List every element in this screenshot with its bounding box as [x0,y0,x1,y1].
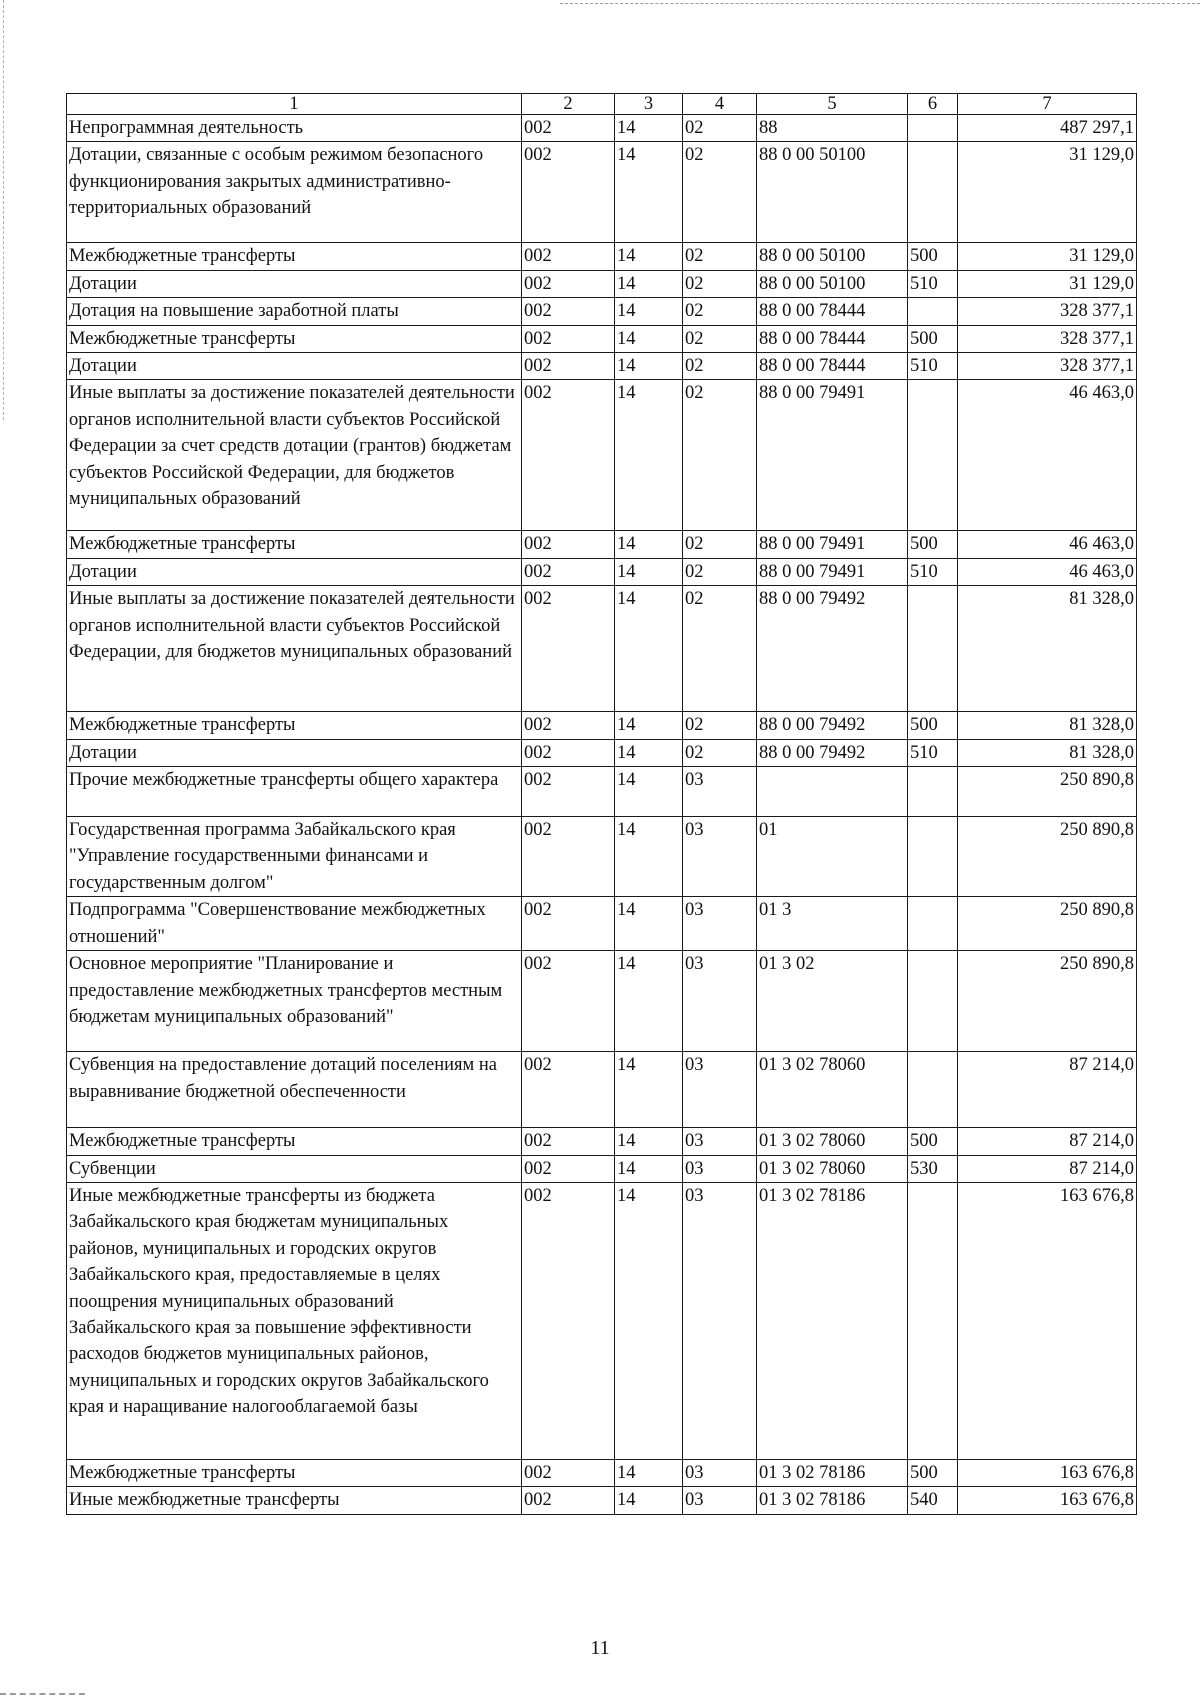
table-row [67,115,1137,142]
row-amount-cell: 250 890,8 [958,817,1137,897]
row-target-article-cell: 01 3 02 78060 [757,1128,908,1155]
row-subsection-cell: 03 [683,1459,757,1486]
row-expense-type-cell: 500 [908,531,958,558]
row-admin-code-cell: 002 [522,142,615,243]
row-subsection-cell: 02 [683,325,757,352]
row-amount-cell: 31 129,0 [958,270,1137,297]
row-expense-type-cell: 500 [908,1128,958,1155]
row-target-article-cell: 01 3 [757,897,908,951]
row-target-article-cell: 88 0 00 79491 [757,531,908,558]
row-section-cell: 14 [615,817,683,897]
row-name-cell: Межбюджетные трансферты [67,531,522,558]
row-target-article-cell: 01 3 02 78186 [757,1459,908,1486]
row-admin-code-cell: 002 [522,712,615,739]
table-row [67,1459,1137,1486]
row-admin-code-cell: 002 [522,767,615,817]
header-cell-1: 1 [67,94,522,115]
page-number: 11 [590,1637,610,1659]
row-section-cell: 14 [615,243,683,270]
row-subsection-cell: 03 [683,1182,757,1459]
row-target-article-cell [757,767,908,817]
row-expense-type-cell: 530 [908,1155,958,1182]
table-row [67,586,1137,712]
row-subsection-cell: 03 [683,951,757,1052]
table-row [67,767,1137,817]
header-cell-4: 4 [683,94,757,115]
row-amount-cell: 328 377,1 [958,353,1137,380]
row-admin-code-cell: 002 [522,951,615,1052]
row-expense-type-cell [908,817,958,897]
row-section-cell: 14 [615,586,683,712]
table-row [67,817,1137,897]
table-row [67,243,1137,270]
row-section-cell: 14 [615,531,683,558]
row-target-article-cell: 88 0 00 78444 [757,325,908,352]
row-amount-cell: 87 214,0 [958,1052,1137,1128]
row-expense-type-cell [908,1182,958,1459]
row-amount-cell: 87 214,0 [958,1128,1137,1155]
table-row [67,1487,1137,1514]
row-admin-code-cell: 002 [522,897,615,951]
row-admin-code-cell: 002 [522,270,615,297]
row-target-article-cell: 88 0 00 78444 [757,298,908,325]
table-row [67,353,1137,380]
row-admin-code-cell: 002 [522,380,615,531]
row-target-article-cell: 88 0 00 79492 [757,586,908,712]
row-target-article-cell: 88 0 00 78444 [757,353,908,380]
row-amount-cell: 250 890,8 [958,767,1137,817]
row-amount-cell: 87 214,0 [958,1155,1137,1182]
row-section-cell: 14 [615,1182,683,1459]
row-expense-type-cell [908,298,958,325]
row-expense-type-cell [908,951,958,1052]
row-section-cell: 14 [615,739,683,766]
table-row [67,712,1137,739]
table-body [67,115,1137,1515]
row-subsection-cell: 02 [683,380,757,531]
row-section-cell: 14 [615,1052,683,1128]
row-target-article-cell: 01 3 02 78186 [757,1487,908,1514]
row-section-cell: 14 [615,1459,683,1486]
row-expense-type-cell: 500 [908,712,958,739]
scan-edge-top [560,3,1200,4]
row-amount-cell: 250 890,8 [958,897,1137,951]
row-target-article-cell: 01 3 02 78060 [757,1155,908,1182]
row-subsection-cell: 02 [683,739,757,766]
row-expense-type-cell [908,767,958,817]
row-admin-code-cell: 002 [522,817,615,897]
row-target-article-cell: 88 0 00 50100 [757,142,908,243]
row-amount-cell: 46 463,0 [958,531,1137,558]
row-subsection-cell: 03 [683,767,757,817]
table-row [67,739,1137,766]
row-name-cell: Иные межбюджетные трансферты из бюджета Забайкальского края бюджетам муниципальных районов, муниципальных и городских округов Забайкальского края, предоставляемые в целях поощрения муниципальных образований Забайкальского края за повышение эффективности расходов бюджетов муниципальных районов, муниципальных и городских округов Забайкальского края и наращивание налогооблагаемой базы [67,1182,522,1459]
row-section-cell: 14 [615,270,683,297]
row-name-cell: Прочие межбюджетные трансферты общего характера [67,767,522,817]
table-row [67,558,1137,585]
row-expense-type-cell [908,115,958,142]
row-amount-cell: 250 890,8 [958,951,1137,1052]
row-subsection-cell: 02 [683,115,757,142]
row-name-cell: Основное мероприятие "Планирование и предоставление межбюджетных трансфертов местным бюджетам муниципальных образований" [67,951,522,1052]
row-name-cell: Дотации [67,270,522,297]
row-subsection-cell: 02 [683,558,757,585]
row-section-cell: 14 [615,1487,683,1514]
row-admin-code-cell: 002 [522,353,615,380]
row-expense-type-cell: 510 [908,739,958,766]
row-admin-code-cell: 002 [522,1155,615,1182]
row-subsection-cell: 03 [683,1052,757,1128]
row-name-cell: Межбюджетные трансферты [67,1128,522,1155]
row-section-cell: 14 [615,897,683,951]
table-row [67,270,1137,297]
table-header-row [67,94,1137,115]
row-name-cell: Иные выплаты за достижение показателей деятельности органов исполнительной власти субъектов Российской Федерации, для бюджетов муниципальных образований [67,586,522,712]
row-section-cell: 14 [615,951,683,1052]
row-amount-cell: 81 328,0 [958,739,1137,766]
row-amount-cell: 81 328,0 [958,712,1137,739]
row-admin-code-cell: 002 [522,1128,615,1155]
row-expense-type-cell: 510 [908,353,958,380]
row-subsection-cell: 02 [683,298,757,325]
row-amount-cell: 46 463,0 [958,558,1137,585]
row-subsection-cell: 02 [683,586,757,712]
row-section-cell: 14 [615,767,683,817]
row-amount-cell: 81 328,0 [958,586,1137,712]
row-amount-cell: 163 676,8 [958,1459,1137,1486]
row-expense-type-cell: 500 [908,325,958,352]
table-row [67,1128,1137,1155]
row-name-cell: Межбюджетные трансферты [67,325,522,352]
row-name-cell: Дотации, связанные с особым режимом безопасного функционирования закрытых административно-территориальных образований [67,142,522,243]
table-row [67,531,1137,558]
row-name-cell: Государственная программа Забайкальского края "Управление государственными финансами и государственным долгом" [67,817,522,897]
row-name-cell: Дотации [67,558,522,585]
row-section-cell: 14 [615,558,683,585]
header-cell-3: 3 [615,94,683,115]
row-section-cell: 14 [615,380,683,531]
row-name-cell: Подпрограмма "Совершенствование межбюджетных отношений" [67,897,522,951]
row-target-article-cell: 01 3 02 78186 [757,1182,908,1459]
row-subsection-cell: 02 [683,270,757,297]
row-name-cell: Иные выплаты за достижение показателей деятельности органов исполнительной власти субъектов Российской Федерации за счет средств дотации (грантов) бюджетам субъектов Российской Федерации, для бюджетов муниципальных образований [67,380,522,531]
row-section-cell: 14 [615,325,683,352]
row-admin-code-cell: 002 [522,325,615,352]
row-admin-code-cell: 002 [522,1459,615,1486]
row-amount-cell: 163 676,8 [958,1487,1137,1514]
row-subsection-cell: 02 [683,531,757,558]
row-name-cell: Дотация на повышение заработной платы [67,298,522,325]
scan-edge-left [3,0,4,420]
row-name-cell: Межбюджетные трансферты [67,712,522,739]
budget-table [66,93,1137,1515]
row-admin-code-cell: 002 [522,115,615,142]
row-subsection-cell: 03 [683,817,757,897]
row-target-article-cell: 01 [757,817,908,897]
row-admin-code-cell: 002 [522,739,615,766]
row-amount-cell: 328 377,1 [958,298,1137,325]
row-expense-type-cell: 540 [908,1487,958,1514]
scan-edge-bottom [0,1693,85,1695]
row-subsection-cell: 02 [683,712,757,739]
row-subsection-cell: 03 [683,897,757,951]
header-cell-6: 6 [908,94,958,115]
row-amount-cell: 487 297,1 [958,115,1137,142]
row-expense-type-cell: 510 [908,558,958,585]
row-target-article-cell: 88 0 00 50100 [757,243,908,270]
row-admin-code-cell: 002 [522,586,615,712]
table-row [67,1182,1137,1459]
row-admin-code-cell: 002 [522,1052,615,1128]
table-row [67,380,1137,531]
row-target-article-cell: 88 0 00 79492 [757,739,908,766]
table-row [67,142,1137,243]
row-subsection-cell: 02 [683,243,757,270]
row-section-cell: 14 [615,115,683,142]
row-section-cell: 14 [615,1155,683,1182]
row-amount-cell: 163 676,8 [958,1182,1137,1459]
row-section-cell: 14 [615,712,683,739]
row-subsection-cell: 03 [683,1128,757,1155]
row-target-article-cell: 88 [757,115,908,142]
row-admin-code-cell: 002 [522,558,615,585]
row-target-article-cell: 88 0 00 79491 [757,558,908,585]
row-admin-code-cell: 002 [522,1182,615,1459]
row-expense-type-cell [908,897,958,951]
row-admin-code-cell: 002 [522,531,615,558]
table-row [67,1155,1137,1182]
row-name-cell: Субвенции [67,1155,522,1182]
row-section-cell: 14 [615,1128,683,1155]
table-row [67,897,1137,951]
row-name-cell: Непрограммная деятельность [67,115,522,142]
row-expense-type-cell [908,142,958,243]
row-expense-type-cell [908,586,958,712]
row-expense-type-cell: 510 [908,270,958,297]
row-target-article-cell: 01 3 02 78060 [757,1052,908,1128]
row-expense-type-cell: 500 [908,243,958,270]
row-admin-code-cell: 002 [522,298,615,325]
row-subsection-cell: 03 [683,1155,757,1182]
row-name-cell: Субвенция на предоставление дотаций поселениям на выравнивание бюджетной обеспеченности [67,1052,522,1128]
row-section-cell: 14 [615,353,683,380]
row-admin-code-cell: 002 [522,1487,615,1514]
row-target-article-cell: 88 0 00 79492 [757,712,908,739]
row-section-cell: 14 [615,298,683,325]
header-cell-5: 5 [757,94,908,115]
row-name-cell: Дотации [67,353,522,380]
table-row [67,951,1137,1052]
row-target-article-cell: 88 0 00 79491 [757,380,908,531]
row-name-cell: Дотации [67,739,522,766]
row-expense-type-cell [908,1052,958,1128]
table-row [67,325,1137,352]
row-subsection-cell: 03 [683,1487,757,1514]
row-amount-cell: 46 463,0 [958,380,1137,531]
header-cell-2: 2 [522,94,615,115]
table-row [67,298,1137,325]
row-amount-cell: 31 129,0 [958,243,1137,270]
row-section-cell: 14 [615,142,683,243]
row-expense-type-cell [908,380,958,531]
row-name-cell: Иные межбюджетные трансферты [67,1487,522,1514]
table-row [67,1052,1137,1128]
row-amount-cell: 31 129,0 [958,142,1137,243]
row-expense-type-cell: 500 [908,1459,958,1486]
row-amount-cell: 328 377,1 [958,325,1137,352]
row-subsection-cell: 02 [683,142,757,243]
row-target-article-cell: 88 0 00 50100 [757,270,908,297]
header-cell-7: 7 [958,94,1137,115]
row-target-article-cell: 01 3 02 [757,951,908,1052]
row-subsection-cell: 02 [683,353,757,380]
row-name-cell: Межбюджетные трансферты [67,243,522,270]
row-admin-code-cell: 002 [522,243,615,270]
row-name-cell: Межбюджетные трансферты [67,1459,522,1486]
